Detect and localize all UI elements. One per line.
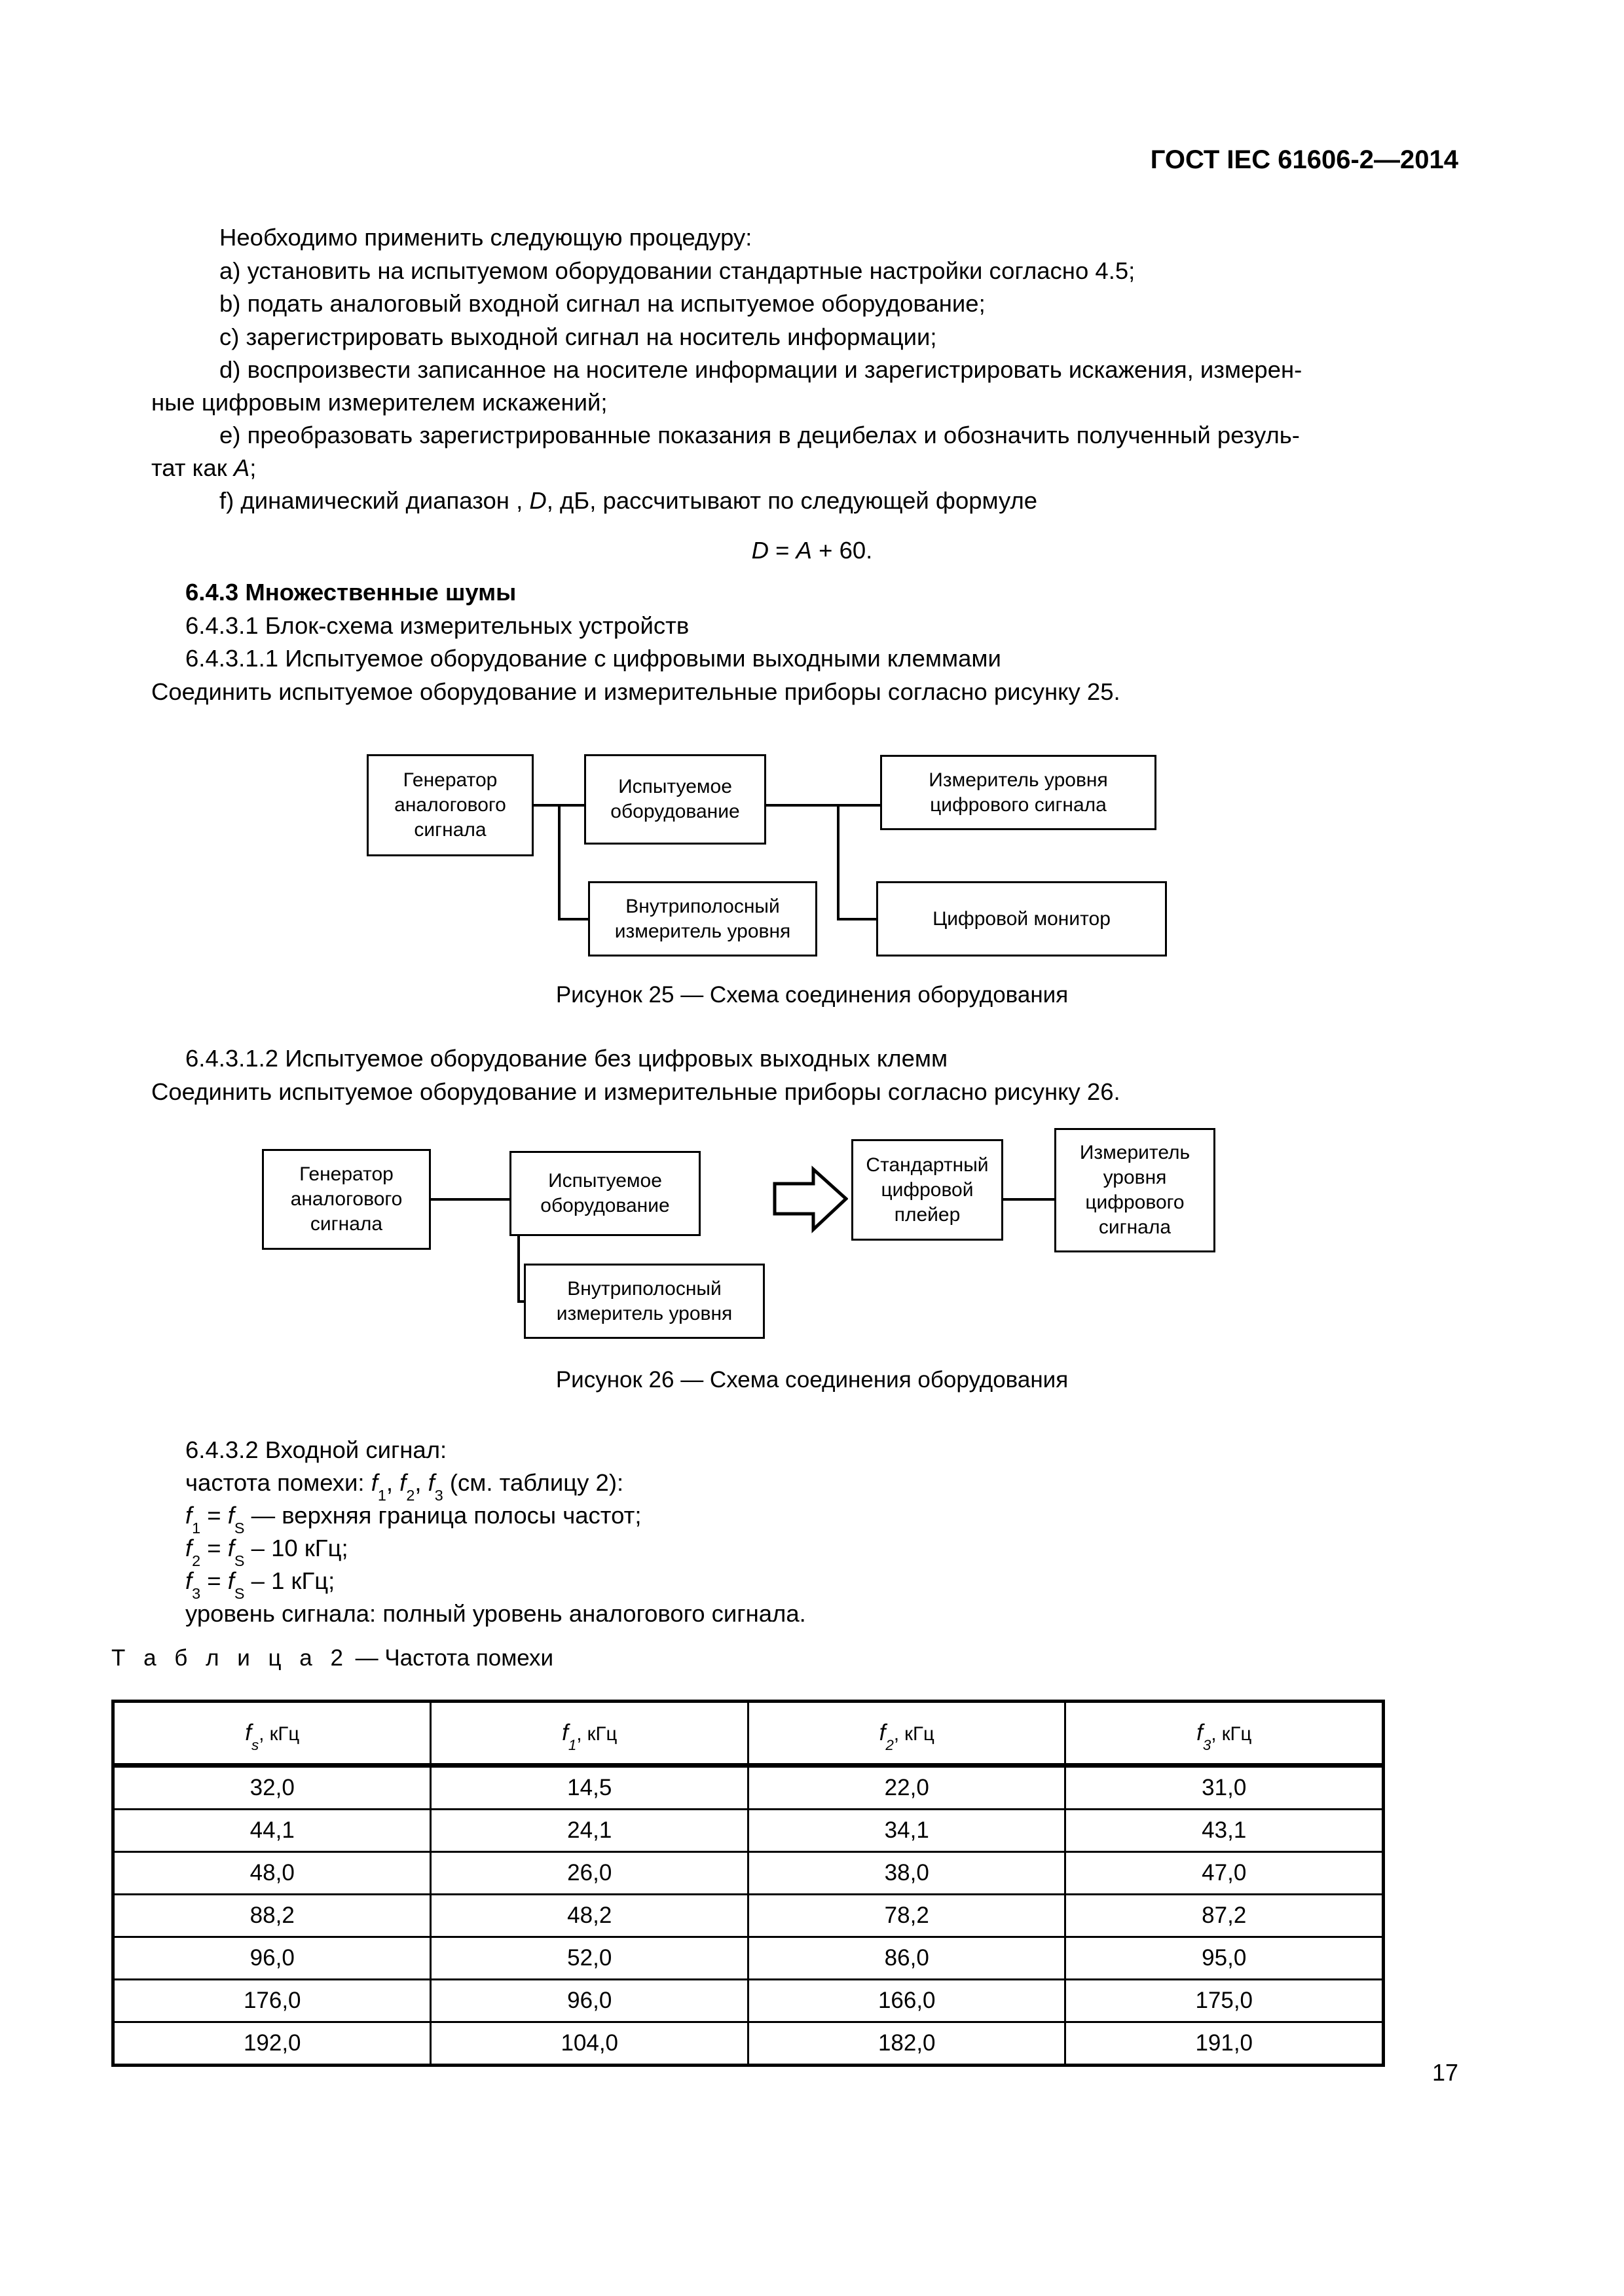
table-cell: 34,1: [748, 1810, 1065, 1852]
heading-6-4-3-2: 6.4.3.2 Входной сигнал:: [185, 1436, 447, 1463]
table-cell: 192,0: [113, 2022, 431, 2066]
procedure-item-c: c) зарегистрировать выходной сигнал на носитель информации;: [219, 323, 937, 350]
table-row: [113, 1766, 1384, 1810]
table-cell: 32,0: [113, 1766, 431, 1810]
box-label-line: плейер: [894, 1203, 961, 1226]
table-cell: 43,1: [1065, 1810, 1384, 1852]
table-cell: 31,0: [1065, 1766, 1384, 1810]
box-inband-level-meter-26: [524, 1264, 765, 1339]
box-label-line: Цифровой монитор: [932, 907, 1111, 930]
connect-instruction-26: Соединить испытуемое оборудование и измерительные приборы согласно рисунку 26.: [151, 1078, 1120, 1105]
box-standard-digital-player: [851, 1139, 1003, 1241]
procedure-item-e: e) преобразовать зарегистрированные показания в децибелах и обозначить полученный резуль-: [219, 422, 1300, 448]
box-label-line: оборудование: [610, 801, 740, 822]
interference-frequency-line: частота помехи: $f_1$, $f_2$, $f_3$ (см. таблицу 2):: [185, 1469, 624, 1504]
box-label-line: Внутриполосный: [625, 895, 780, 917]
f2-definition: $f_2 = f_S - 10$ кГц;: [185, 1535, 348, 1570]
box-label-line: аналогового: [394, 794, 506, 816]
block-arrow-right-icon: [773, 1165, 848, 1234]
box-equipment-under-test-26: [509, 1151, 701, 1236]
figure-26-caption: Рисунок 26 — Схема соединения оборудования: [555, 1367, 1069, 1393]
table-cell: 14,5: [431, 1766, 748, 1810]
heading-6-4-3-1: 6.4.3.1 Блок-схема измерительных устройств: [185, 611, 690, 639]
table-row: [113, 1895, 1384, 1937]
table-cell: 48,0: [113, 1852, 431, 1895]
box-label-line: измеритель уровня: [614, 920, 791, 942]
box-label-line: аналогового: [290, 1188, 403, 1210]
procedure-intro: Необходимо применить следующую процедуру:: [219, 224, 752, 251]
formula-dynamic-range: D = A + 60.: [751, 537, 873, 564]
table-cell: 176,0: [113, 1980, 431, 2022]
table-2-caption-prefix: Т а б л и ц а 2: [111, 1645, 349, 1671]
input-signal-block: [185, 1434, 806, 1630]
table-cell: 24,1: [431, 1810, 748, 1852]
procedure-item-f: f) динамический диапазон , D, дБ, рассчитывают по следующей формуле: [219, 487, 1038, 514]
table-cell: 52,0: [431, 1937, 748, 1980]
box-label-line: Стандартный: [866, 1154, 989, 1176]
table-2-caption: [111, 1645, 553, 1671]
box-label-line: цифрового сигнала: [930, 793, 1107, 816]
page-number: 17: [1431, 2059, 1458, 2086]
procedure-item-a: a) установить на испытуемом оборудовании стандартные настройки согласно 4.5;: [219, 257, 1135, 284]
table-cell: 96,0: [431, 1980, 748, 2022]
heading-6-4-3-1-2: 6.4.3.1.2 Испытуемое оборудование без цифровых выходных клемм: [185, 1045, 948, 1072]
box-label-line: Измеритель уровня: [929, 769, 1108, 791]
table-cell: 191,0: [1065, 2022, 1384, 2066]
table-cell: 166,0: [748, 1980, 1065, 2022]
table-cell: 44,1: [113, 1810, 431, 1852]
figure-25-caption: Рисунок 25 — Схема соединения оборудования: [555, 982, 1069, 1008]
box-label-line: Генератор: [403, 769, 498, 791]
f3-definition: $f_3 = f_S - 1$ кГц;: [185, 1567, 335, 1603]
box-label-line: измеритель уровня: [556, 1302, 733, 1324]
procedure-item-d-cont: ные цифровым измерителем искажений;: [151, 389, 608, 416]
procedure-item-e-cont: тат как A;: [151, 454, 257, 481]
table-cell: 96,0: [113, 1937, 431, 1980]
table-body: [113, 1766, 1384, 2066]
table-header-row: [113, 1702, 1384, 1766]
table-cell: 88,2: [113, 1895, 431, 1937]
box-label-line: оборудование: [540, 1195, 670, 1216]
procedure-item-d: d) воспроизвести записанное на носителе информации и зарегистрировать искажения, измерен-: [219, 356, 1302, 383]
box-label-line: цифрового: [1085, 1192, 1185, 1213]
connector-gen-to-dut-26: [431, 1198, 511, 1201]
table-cell: 175,0: [1065, 1980, 1384, 2022]
table-cell: 26,0: [431, 1852, 748, 1895]
table-row: [113, 1852, 1384, 1895]
table-cell: 86,0: [748, 1937, 1065, 1980]
signal-level-line: уровень сигнала: полный уровень аналогового сигнала.: [185, 1600, 806, 1627]
box-label-line: сигнала: [310, 1213, 383, 1235]
box-label-line: Генератор: [299, 1163, 394, 1185]
box-label-line: сигнала: [1098, 1216, 1172, 1238]
table-cell: 87,2: [1065, 1895, 1384, 1937]
heading-6-4-3-1-1: 6.4.3.1.1 Испытуемое оборудование с цифровыми выходными клеммами: [185, 645, 1001, 672]
box-digital-level-meter-26: [1054, 1128, 1215, 1252]
box-label-line: Испытуемое: [618, 776, 732, 797]
table-row: [113, 1980, 1384, 2022]
table-header-f1: $f_1$, кГц: [431, 1702, 748, 1766]
table-cell: 95,0: [1065, 1937, 1384, 1980]
page-header-standard-number: ГОСТ IEC 61606-2—2014: [1150, 145, 1458, 174]
table-row: [113, 2022, 1384, 2066]
table-cell: 78,2: [748, 1895, 1065, 1937]
table-cell: 182,0: [748, 2022, 1065, 2066]
table-cell: 47,0: [1065, 1852, 1384, 1895]
connector-player-to-meter-26: [1003, 1198, 1055, 1201]
table-cell: 22,0: [748, 1766, 1065, 1810]
box-label-line: Испытуемое: [548, 1170, 662, 1192]
connect-instruction-25: Соединить испытуемое оборудование и измерительные приборы согласно рисунку 25.: [151, 678, 1120, 705]
table-row: [113, 1937, 1384, 1980]
box-label-line: сигнала: [414, 819, 487, 841]
box-analog-signal-generator-26: [262, 1149, 431, 1250]
table-cell: 48,2: [431, 1895, 748, 1937]
box-label-line: Внутриполосный: [567, 1277, 722, 1300]
procedure-item-b: b) подать аналоговый входной сигнал на испытуемое оборудование;: [219, 290, 986, 317]
table-header-f3: $f_3$, кГц: [1065, 1702, 1384, 1766]
table-header-f2: $f_2$, кГц: [748, 1702, 1065, 1766]
f1-definition: $f_1 = f_S$ — верхняя граница полосы частот;: [185, 1502, 642, 1537]
table-2-caption-rest: — Частота помехи: [348, 1645, 554, 1671]
table-cell: 104,0: [431, 2022, 748, 2066]
box-label-line: Измеритель: [1079, 1142, 1190, 1163]
table-header-fs: $f_s$, кГц: [113, 1702, 431, 1766]
table-cell: 38,0: [748, 1852, 1065, 1895]
table-2-interference-frequency: [111, 1700, 1385, 2067]
box-label-line: уровня: [1103, 1167, 1167, 1188]
box-label-line: цифровой: [881, 1178, 974, 1201]
table-row: [113, 1810, 1384, 1852]
heading-6-4-3: 6.4.3 Множественные шумы: [185, 579, 517, 606]
